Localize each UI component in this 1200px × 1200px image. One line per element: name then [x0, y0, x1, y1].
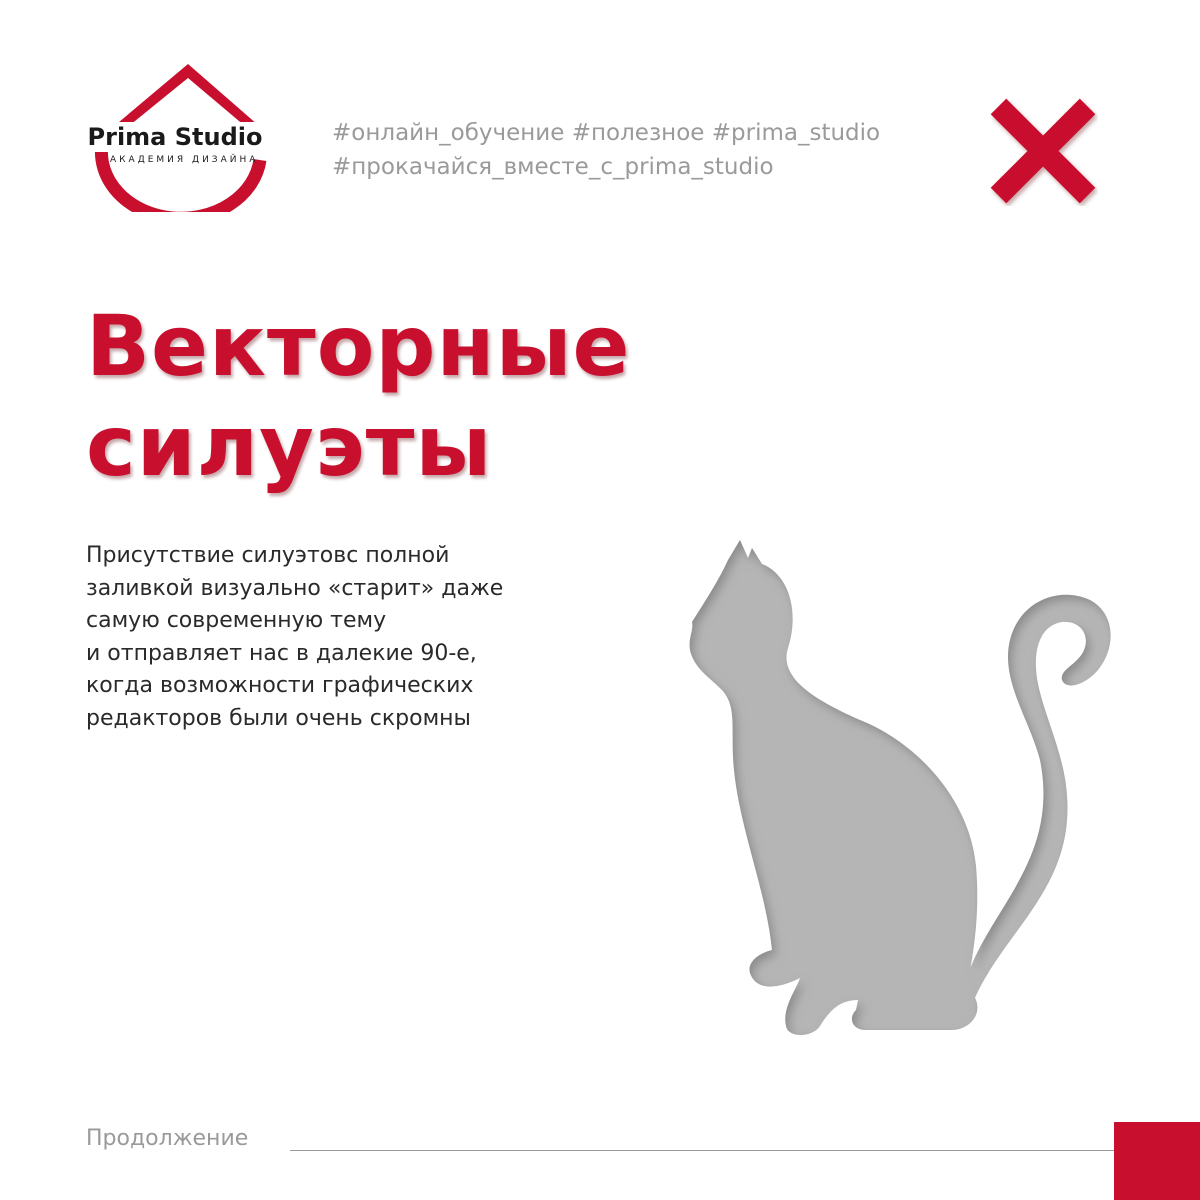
logo-subtitle: АКАДЕМИЯ ДИЗАЙНА: [110, 155, 259, 165]
page-title: [86, 296, 631, 496]
continue-label: Продолжение: [86, 1126, 249, 1151]
cross-icon: [988, 96, 1098, 206]
description-line: Присутствие силуэтовс полной: [86, 543, 450, 568]
description-line: заливкой визуально «старит» даже: [86, 575, 504, 601]
description-line: редакторов были очень скромны: [86, 705, 471, 731]
description-line: и отправляет нас в далекие 90-е,: [86, 640, 477, 666]
hashtag-line: #прокачайся_вместе_с_prima_studio: [332, 154, 774, 180]
hashtag-line: #онлайн_обучение #полезное #prima_studio: [332, 120, 881, 146]
cat-silhouette-icon: [670, 530, 1130, 1050]
hashtags: [332, 116, 880, 184]
logo-name: Prima Studio: [84, 122, 266, 152]
description: [86, 540, 556, 735]
divider: [290, 1150, 1114, 1151]
title-line: Векторные: [86, 297, 631, 395]
corner-accent: [1114, 1122, 1200, 1200]
description-line: самую современную тему: [86, 608, 387, 633]
description-line: когда возможности графических: [86, 673, 474, 698]
title-line: силуэты: [86, 397, 493, 495]
brand-logo: [80, 62, 270, 212]
